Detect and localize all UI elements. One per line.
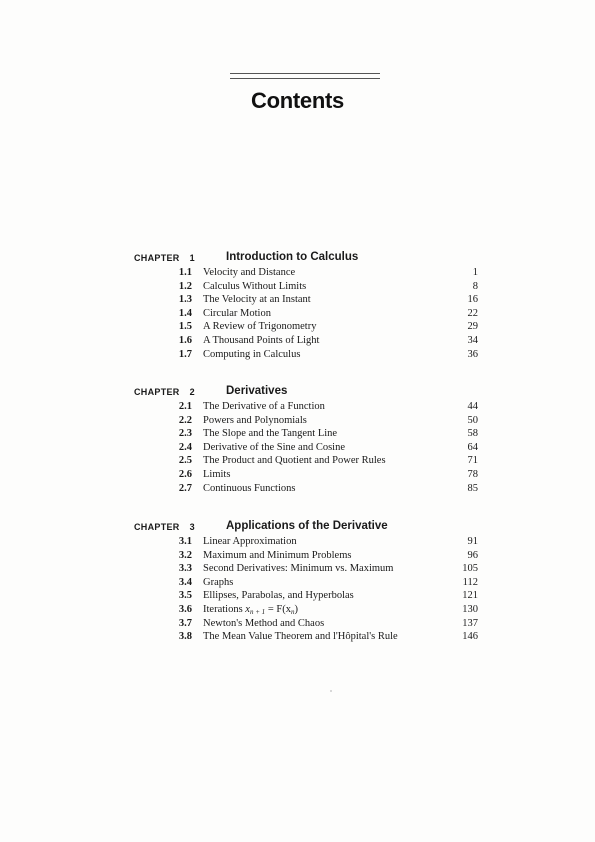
toc-entry[interactable]: 3.6 Iterations $x_{n + 1} = F(x_n)$ 130	[178, 603, 478, 616]
chapter-3	[0, 522, 595, 645]
iteration-formula: Iterations $x_{n + 1} = F(x_n)$	[203, 603, 298, 616]
toc-entry[interactable]: 3.4 Graphs 112	[178, 576, 478, 588]
chapter-1	[0, 253, 595, 362]
toc-entry[interactable]: 3.1 Linear Approximation 91	[178, 536, 478, 547]
toc-entry[interactable]: 3.8 The Mean Value Theorem and l'Hôpital's Rule 146	[178, 631, 478, 643]
toc-entry[interactable]: 3.2 Maximum and Minimum Problems 96	[178, 549, 478, 561]
toc-entry[interactable]: 2.1 The Derivative of a Function 44	[178, 401, 478, 412]
toc-entry[interactable]: 1.5 A Review of Trigonometry 29	[178, 321, 478, 333]
toc-entry[interactable]: 1.6 A Thousand Points of Light 34	[178, 334, 478, 346]
toc-entry[interactable]: 1.7 Computing in Calculus 36	[178, 348, 478, 360]
toc-entry[interactable]: 2.6 Limits 78	[178, 468, 478, 480]
chapter-label: CHAPTER 2	[134, 387, 195, 397]
toc-entry[interactable]: 2.3 The Slope and the Tangent Line 58	[178, 428, 478, 440]
page-title: Contents	[251, 88, 344, 113]
toc-entry[interactable]: 3.7 Newton's Method and Chaos 137	[178, 617, 478, 629]
toc-entry[interactable]: 1.2 Calculus Without Limits 8	[178, 280, 478, 292]
scan-speck	[330, 690, 332, 692]
chapter-heading	[0, 253, 595, 267]
chapter-title: Derivatives	[226, 385, 288, 397]
toc-entry[interactable]: 2.7 Continuous Functions 85	[178, 482, 478, 494]
toc-entry[interactable]: 3.3 Second Derivatives: Minimum vs. Maximum 105	[178, 563, 478, 575]
chapter-2	[0, 387, 595, 496]
chapter-heading	[0, 387, 595, 401]
toc-entry[interactable]: 2.5 The Product and Quotient and Power Rules 71	[178, 455, 478, 467]
chapter-label: CHAPTER 3	[134, 522, 195, 532]
toc-entry[interactable]: 1.4 Circular Motion 22	[178, 307, 478, 319]
toc-entry[interactable]: 2.2 Powers and Polynomials 50	[178, 414, 478, 426]
chapter-title: Introduction to Calculus	[226, 251, 359, 263]
chapter-title: Applications of the Derivative	[226, 520, 388, 532]
title-rule	[230, 73, 380, 79]
toc-entry[interactable]: 1.1 Velocity and Distance 1	[178, 267, 478, 278]
chapter-label: CHAPTER 1	[134, 253, 195, 263]
toc-entry[interactable]: 3.5 Ellipses, Parabolas, and Hyperbolas 121	[178, 590, 478, 602]
toc-entry[interactable]: 1.3 The Velocity at an Instant 16	[178, 294, 478, 306]
chapter-heading	[0, 522, 595, 536]
toc-entry[interactable]: 2.4 Derivative of the Sine and Cosine 64	[178, 441, 478, 453]
